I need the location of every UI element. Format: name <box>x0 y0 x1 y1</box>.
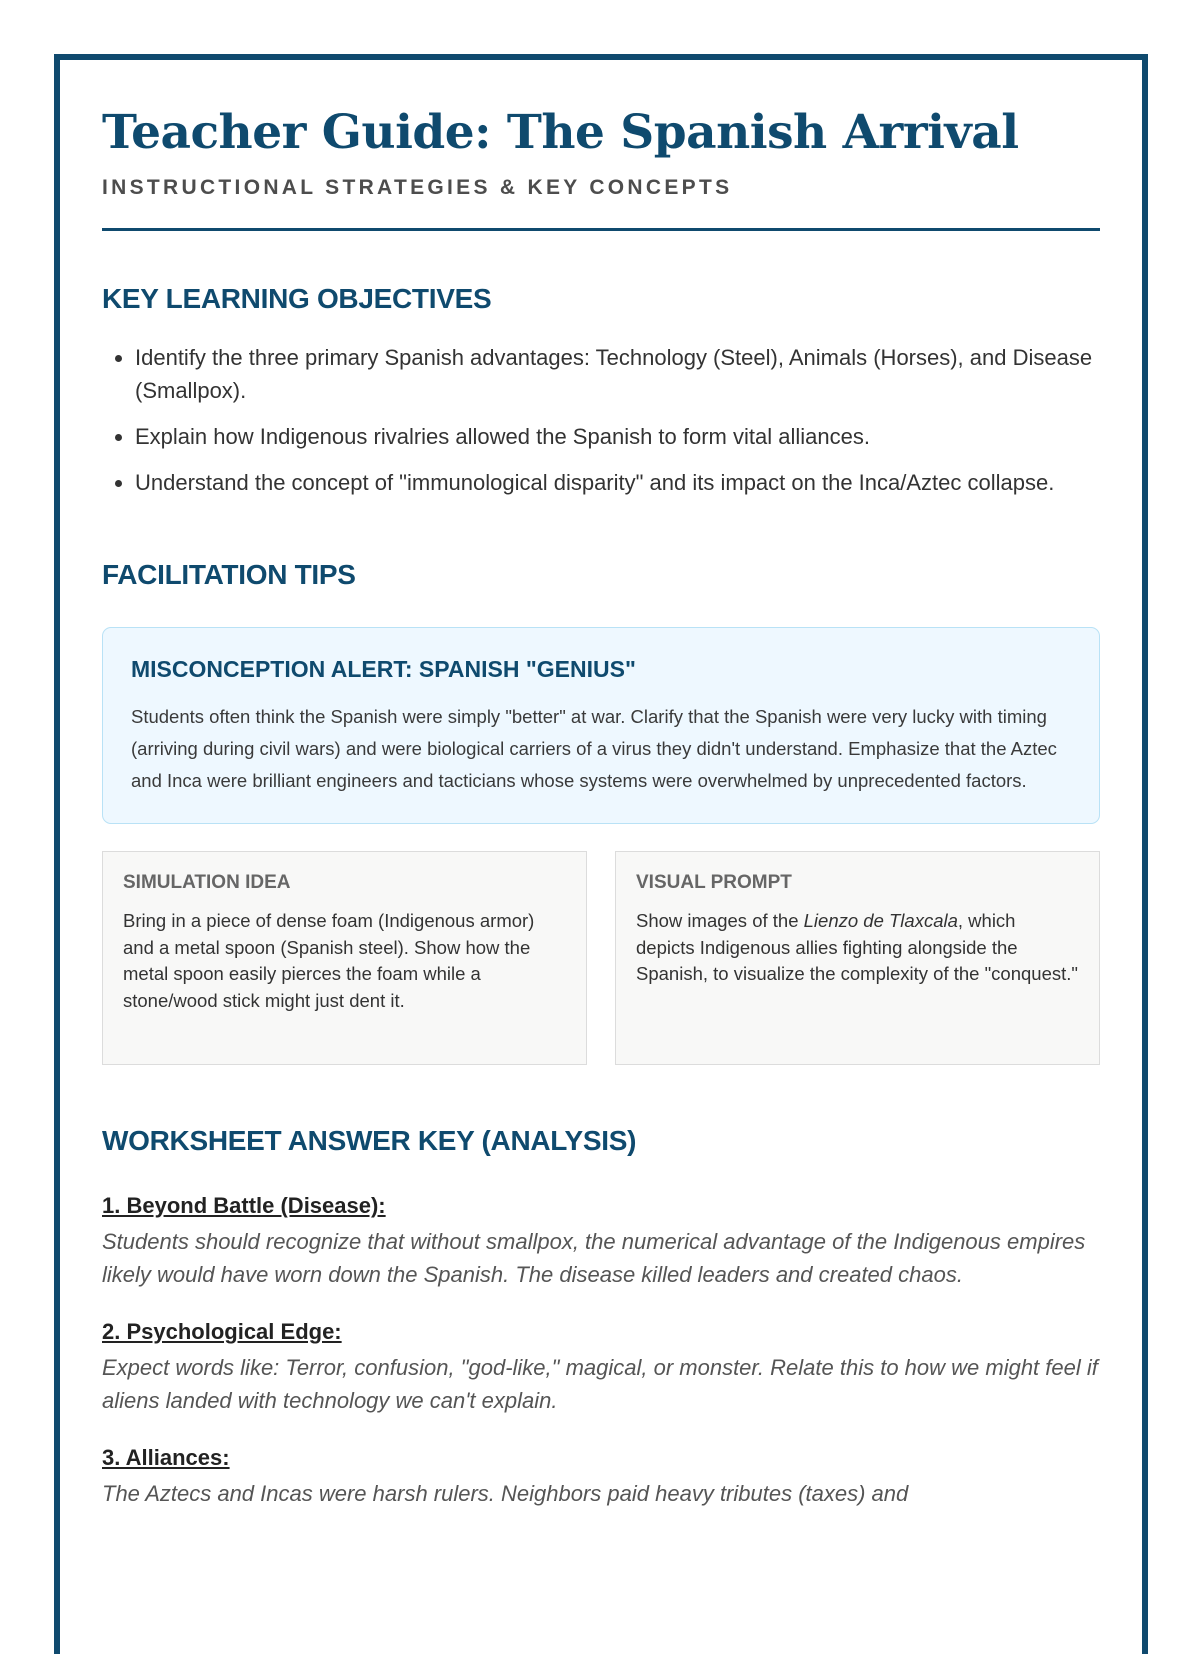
teacher-guide-page <box>54 54 1148 1654</box>
answer-item <box>102 1445 1100 1510</box>
facilitation-tips-heading: FACILITATION TIPS <box>102 559 356 590</box>
visual-prompt-text <box>636 908 1079 988</box>
objectives-list <box>102 341 1100 499</box>
page-title: Teacher Guide: The Spanish Arrival <box>102 105 1019 160</box>
answer-question: 1. Beyond Battle (Disease): <box>102 1193 386 1218</box>
answer-text: Expect words like: Terror, confusion, "god-like," magical, or monster. Relate this to how we might feel if aliens landed with technology we can't explain. <box>102 1355 1098 1413</box>
objective-item: • Identify the three primary Spanish advantages: Technology (Steel), Animals (Horses), and Disease (Smallpox). <box>135 341 1100 407</box>
visual-prompt-text-end: , which depicts Indigenous allies fighting alongside the Spanish, to visualize the complexity of the "conquest." <box>636 910 1078 984</box>
answer-item <box>102 1319 1100 1417</box>
objective-item: • Explain how Indigenous rivalries allowed the Spanish to form vital alliances. <box>135 420 1100 453</box>
answer-item <box>102 1193 1100 1291</box>
simulation-idea-label: SIMULATION IDEA <box>123 872 291 893</box>
visual-prompt-artwork-title: Lienzo de Tlaxcala <box>803 910 958 931</box>
simulation-idea-card <box>102 851 587 1065</box>
tip-cards-row <box>102 851 1100 1065</box>
misconception-alert-title: MISCONCEPTION ALERT: SPANISH "GENIUS" <box>131 656 636 682</box>
answer-text: The Aztecs and Incas were harsh rulers. Neighbors paid heavy tributes (taxes) and <box>102 1481 909 1506</box>
answer-question: 2. Psychological Edge: <box>102 1319 342 1344</box>
page-subtitle: INSTRUCTIONAL STRATEGIES & KEY CONCEPTS <box>102 176 733 199</box>
answer-question: 3. Alliances: <box>102 1445 230 1470</box>
answer-key-heading: WORKSHEET ANSWER KEY (ANALYSIS) <box>102 1125 637 1156</box>
answer-text: Students should recognize that without smallpox, the numerical advantage of the Indigenous empires likely would have worn down the Spanish. The disease killed leaders and created chaos. <box>102 1229 1086 1287</box>
title-divider <box>102 228 1100 231</box>
visual-prompt-label: VISUAL PROMPT <box>636 872 792 893</box>
visual-prompt-card <box>615 851 1100 1065</box>
misconception-alert-box <box>102 627 1100 824</box>
misconception-alert-body: Students often think the Spanish were simply "better" at war. Clarify that the Spanish were very lucky with timing (arriving during civil wars) and were biological carriers of a virus they didn't understand. Emphasize that the Aztec and Inca were brilliant engineers and tacticians whose systems were overwhelmed by unprecedented factors. <box>131 706 1057 791</box>
objective-item: • Understand the concept of "immunological disparity" and its impact on the Inca/Aztec collapse. <box>135 466 1100 499</box>
simulation-idea-text: Bring in a piece of dense foam (Indigenous armor) and a metal spoon (Spanish steel). Show how the metal spoon easily pierces the foam while a stone/wood stick might just dent it. <box>123 910 535 1011</box>
objectives-heading: KEY LEARNING OBJECTIVES <box>102 283 492 314</box>
visual-prompt-text-start: Show images of the <box>636 910 804 931</box>
